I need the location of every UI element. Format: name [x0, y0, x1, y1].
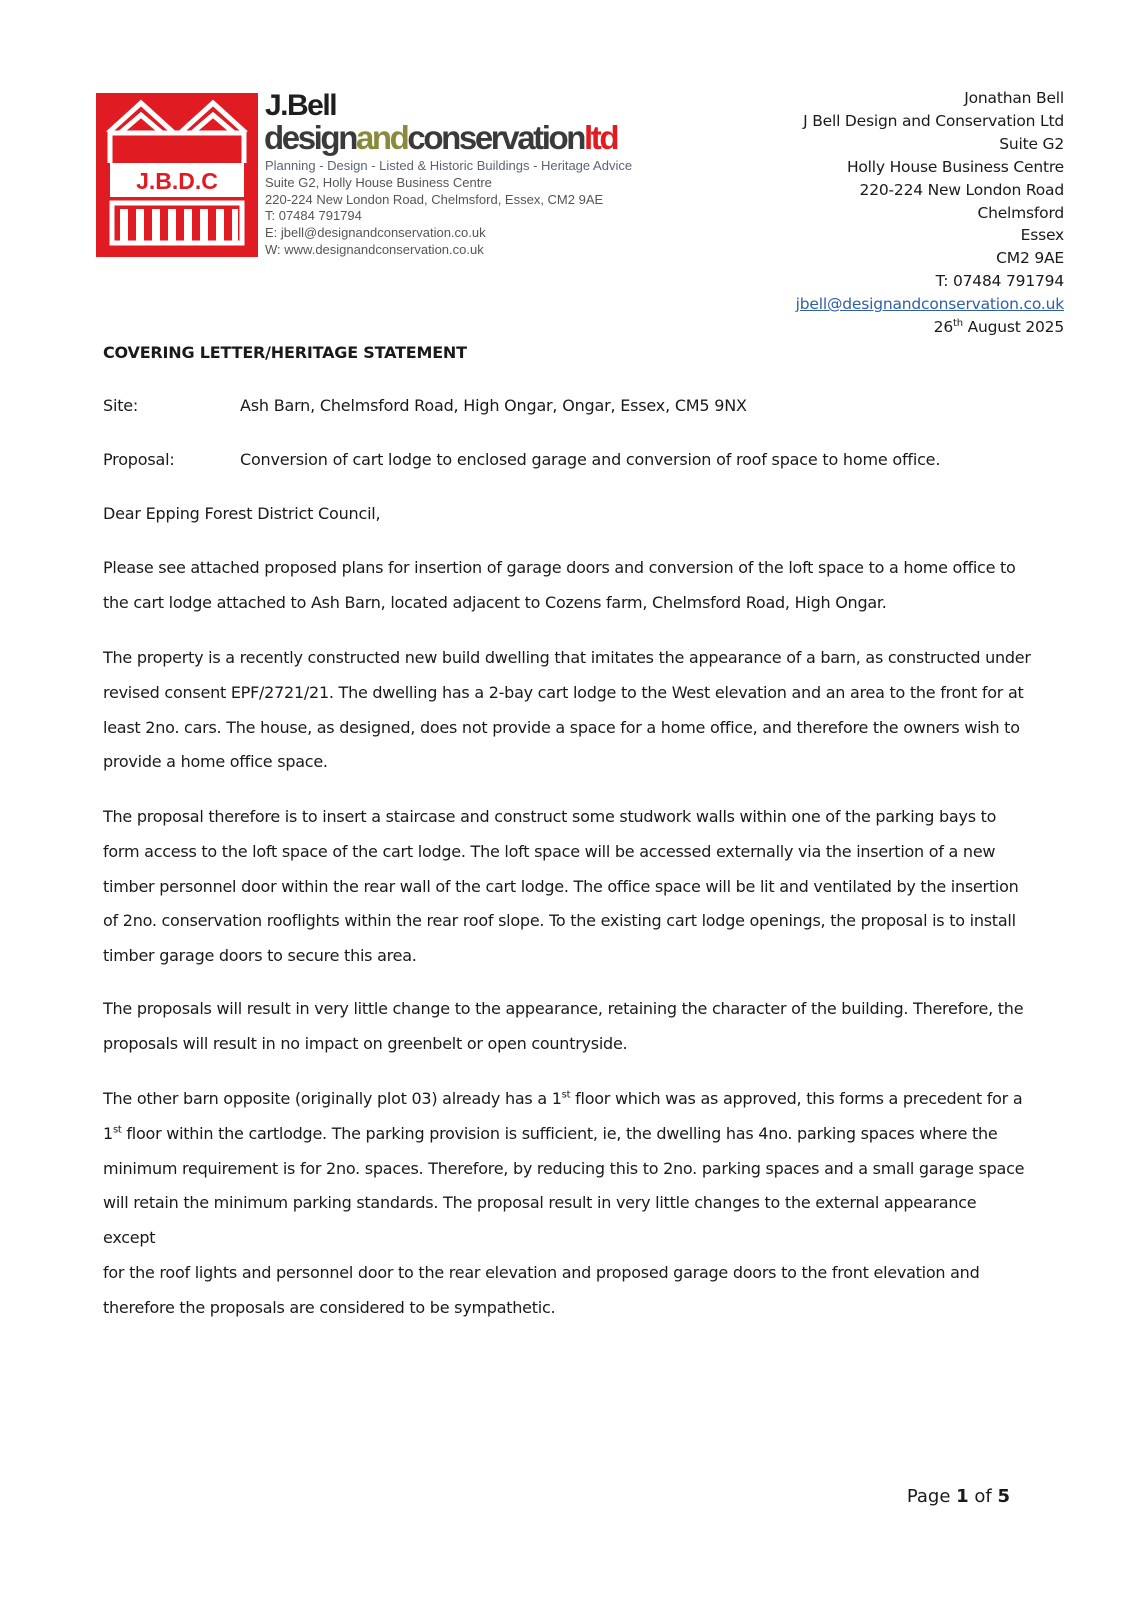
paragraph-4: The proposals will result in very little change to the appearance, retaining the character of the building. Therefore, the proposals will result in no impact on greenbelt or open countryside. — [103, 999, 1024, 1053]
sender-street: 220-224 New London Road — [859, 180, 1064, 199]
proposal-label: Proposal: — [103, 450, 175, 469]
paragraph-3: The proposal therefore is to insert a staircase and construct some studwork walls within one of the parking bays to form access to the loft space of the cart lodge. The loft space will be accessed externally via the insertion of a new timber personnel door within the rear wall of the cart lodge. The office space will be lit and ventilated by the insertion of 2no. conservation rooflights within the rear roof slope. To the existing cart lodge openings, the proposal is to install timber garage doors to secure this area. — [103, 807, 1019, 966]
sender-postcode: CM2 9AE — [996, 249, 1064, 268]
proposal-value: Conversion of cart lodge to enclosed garage and conversion of roof space to home office. — [240, 450, 941, 469]
paragraph-2: The property is a recently constructed new build dwelling that imitates the appearance of a barn, as constructed under revised consent EPF/2721/21. The dwelling has a 2-bay cart lodge to the West elevation and an area to the front for at least 2no. cars. The house, as designed, does not provide a space for a home office, and therefore the owners wish to provide a home office space. — [103, 648, 1031, 772]
logo-phone: T: 07484 791794 — [265, 208, 362, 224]
sender-email-link[interactable]: jbell@designandconservation.co.uk — [795, 295, 1064, 314]
logo-contact-lines — [265, 158, 632, 259]
sender-address — [796, 87, 1064, 339]
page-number: Page 1 of 5 — [906, 1486, 1010, 1507]
sender-suite: Suite G2 — [999, 134, 1064, 153]
logo-address-line: 220-224 New London Road, Chelmsford, Essex, CM2 9AE — [265, 191, 604, 207]
site-label: Site: — [103, 396, 139, 415]
site-value: Ash Barn, Chelmsford Road, High Ongar, Ongar, Essex, CM5 9NX — [240, 396, 747, 415]
document-heading: COVERING LETTER/HERITAGE STATEMENT — [103, 343, 467, 362]
letter-date: 26th August 2025 — [933, 317, 1064, 337]
sender-building: Holly House Business Centre — [846, 157, 1064, 176]
svg-text:J.B.D.C: J.B.D.C — [136, 168, 218, 194]
logo-email: E: jbell@designandconservation.co.uk — [265, 225, 486, 241]
sender-company: J Bell Design and Conservation Ltd — [803, 111, 1064, 130]
sender-county: Essex — [1020, 226, 1064, 245]
salutation: Dear Epping Forest District Council, — [103, 504, 381, 523]
logo-tagline: Planning - Design - Listed & Historic Buildings - Heritage Advice — [265, 158, 633, 173]
sender-town: Chelmsford — [977, 203, 1064, 222]
logo-company-name: designandconservationltd — [264, 119, 618, 156]
sender-name: Jonathan Bell — [964, 89, 1064, 107]
paragraph-1: Please see attached proposed plans for insertion of garage doors and conversion of the loft space to a home office to the cart lodge attached to Ash Barn, located adjacent to Cozens farm, Chelmsford Road, High Ongar. — [103, 558, 1016, 612]
building-facade-icon — [96, 93, 258, 257]
logo-mark — [96, 93, 258, 257]
sender-phone: T: 07484 791794 — [935, 272, 1064, 291]
paragraph-5: The other barn opposite (originally plot 03) already has a 1st floor which was as approved, this forms a precedent for a 1st floor within the cartlodge. The parking provision is sufficient, ie, the dwelling has 4no. parking spaces where the minimum requirement is for 2no. spaces. Therefore, by reducing this to 2no. parking spaces and a small garage space will retain the minimum parking standards. The proposal result in very little changes to the external appearance except for the roof lights and personnel door to the rear elevation and proposed garage doors to the front elevation and therefore the proposals are considered to be sympathetic. — [103, 1089, 1025, 1317]
logo-address-line: Suite G2, Holly House Business Centre — [265, 174, 492, 190]
company-logo — [96, 89, 676, 258]
logo-web: W: www.designandconservation.co.uk — [265, 241, 484, 257]
logo-name: J.Bell — [265, 89, 337, 122]
